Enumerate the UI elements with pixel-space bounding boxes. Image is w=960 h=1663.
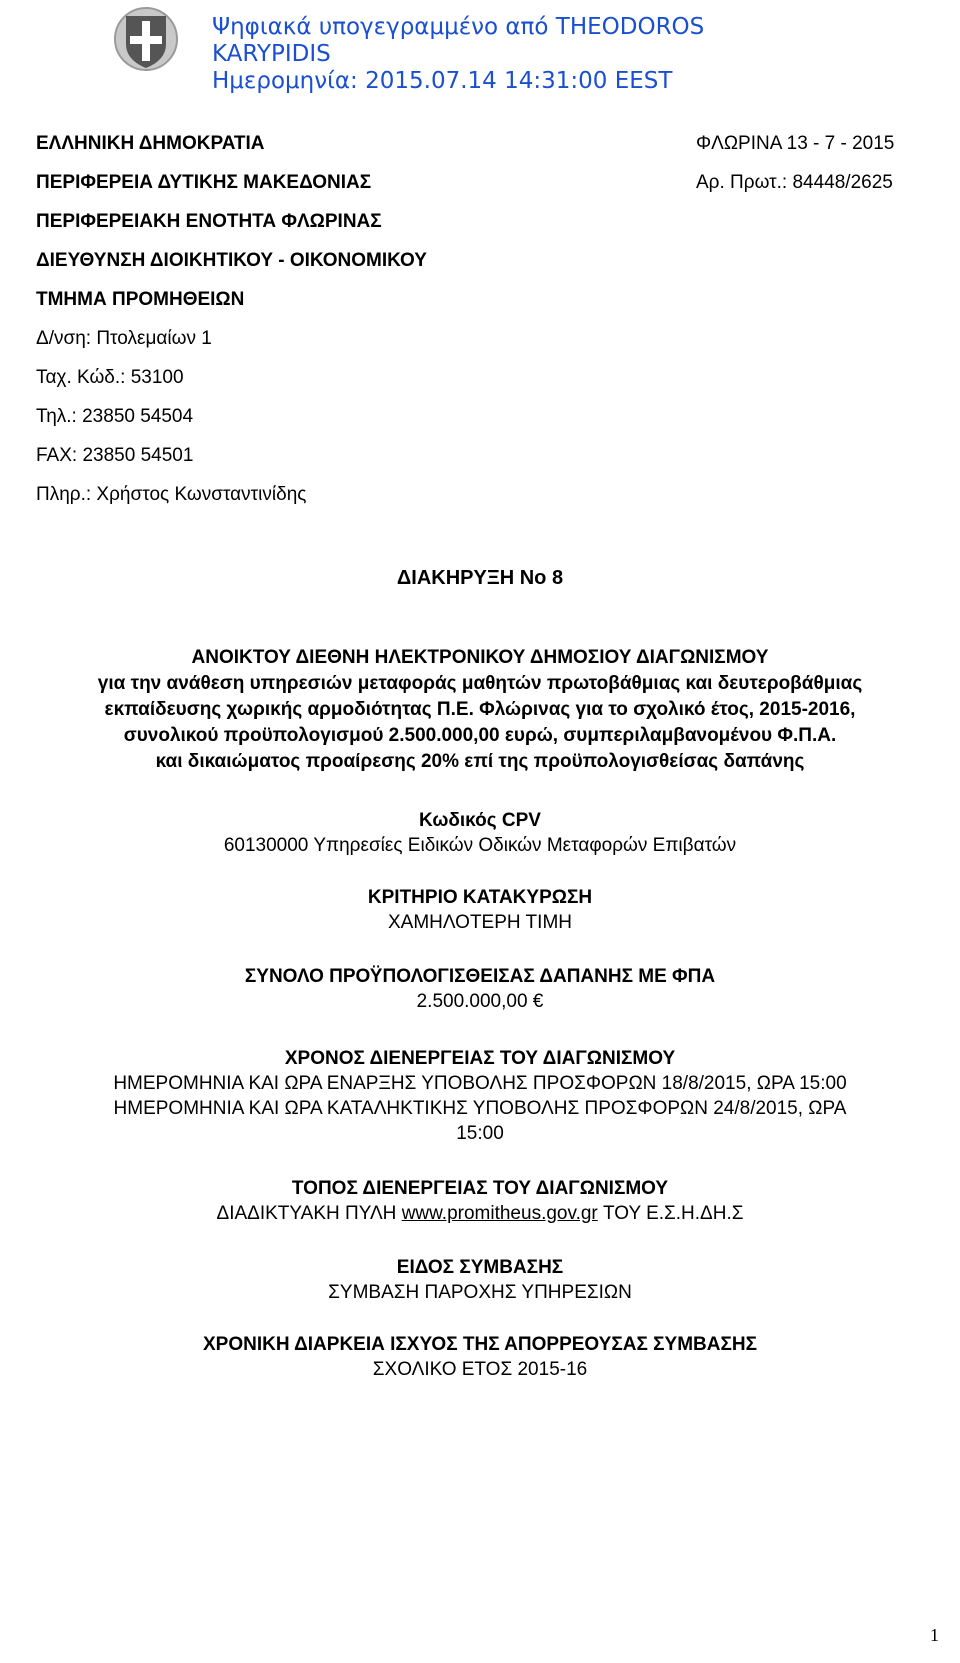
- address-line: Δ/νση: Πτολεμαίων 1: [36, 328, 212, 349]
- place-heading: ΤΟΠΟΣ ΔΙΕΝΕΡΓΕΙΑΣ ΤΟΥ ΔΙΑΓΩΝΙΣΜΟΥ: [291, 1178, 669, 1199]
- letterhead-line: ΠΕΡΙΦΕΡΕΙΑΚΗ ΕΝΟΤΗΤΑ ΦΛΩΡΙΝΑΣ: [36, 211, 382, 232]
- promitheus-link[interactable]: www.promitheus.gov.gr: [401, 1203, 598, 1224]
- page-number: 1: [930, 1625, 939, 1645]
- submission-deadline: ΗΜΕΡΟΜΗΝΙΑ ΚΑΙ ΩΡΑ ΚΑΤΑΛΗΚΤΙΚΗΣ ΥΠΟΒΟΛΗΣ ΠΡΟΣΦΟΡΩΝ 24/8/2015, ΩΡΑ: [113, 1098, 847, 1119]
- signature-line-1: Ψηφιακά υπογεγραμμένο από THEODOROS KARYPIDIS: [212, 14, 705, 67]
- duration-value: ΣΧΟΛΙΚΟ ΕΤΟΣ 2015-16: [372, 1359, 588, 1380]
- greek-emblem-icon: [102, 6, 190, 72]
- document-title: ΔΙΑΚΗΡΥΞΗ Νο 8: [396, 567, 564, 589]
- letterhead: [36, 124, 936, 514]
- signature-line-2: Ημερομηνία: 2015.07.14 14:31:00 EEST: [212, 68, 673, 94]
- protocol-number: Αρ. Πρωτ.: 84448/2625: [696, 172, 893, 193]
- place-value: ΔΙΑΔΙΚΤΥΑΚΗ ΠΥΛΗ www.promitheus.gov.gr ΤΟΥ Ε.Σ.Η.ΔΗ.Σ: [216, 1203, 744, 1224]
- criterion-heading: ΚΡΙΤΗΡΙΟ ΚΑΤΑΚΥΡΩΣΗ: [367, 887, 593, 908]
- letterhead-line: ΔΙΕΥΘΥΝΣΗ ΔΙΟΙΚΗΤΙΚΟΥ - ΟΙΚΟΝΟΜΙΚΟΥ: [36, 250, 427, 271]
- cpv-heading: Κωδικός CPV: [419, 810, 541, 831]
- phone-line: Τηλ.: 23850 54504: [36, 406, 194, 427]
- contract-type-value: ΣΥΜΒΑΣΗ ΠΑΡΟΧΗΣ ΥΠΗΡΕΣΙΩΝ: [328, 1282, 632, 1303]
- cpv-value: 60130000 Υπηρεσίες Ειδικών Οδικών Μεταφορών Επιβατών: [223, 835, 737, 856]
- letterhead-line: ΠΕΡΙΦΕΡΕΙΑ ΔΥΤΙΚΗΣ ΜΑΚΕΔΟΝΙΑΣ Αρ. Πρωτ.: 84448/2625: [36, 163, 936, 202]
- document-date: ΦΛΩΡΙΝΑ 13 - 7 - 2015: [696, 133, 895, 154]
- duration-section: [0, 1332, 960, 1382]
- digital-signature: [92, 6, 812, 94]
- submission-deadline-time: 15:00: [456, 1123, 504, 1144]
- budget-section: [0, 964, 960, 1014]
- submission-start: ΗΜΕΡΟΜΗΝΙΑ ΚΑΙ ΩΡΑ ΕΝΑΡΞΗΣ ΥΠΟΒΟΛΗΣ ΠΡΟΣΦΟΡΩΝ 18/8/2015, ΩΡΑ 15:00: [113, 1073, 847, 1094]
- timing-section: [0, 1046, 960, 1146]
- letterhead-line: ΕΛΛΗΝΙΚΗ ΔΗΜΟΚΡΑΤΙΑ ΦΛΩΡΙΝΑ 13 - 7 - 2015: [36, 124, 936, 163]
- tender-description: ΑΝΟΙΚΤΟΥ ΔΙΕΘΝΗ ΗΛΕΚΤΡΟΝΙΚΟΥ ΔΗΜΟΣΙΟΥ ΔΙΑΓΩΝΙΣΜΟΥ για την ανάθεση υπηρεσιών μεταφοράς μαθητών πρωτοβάθμιας και δευτεροβάθμιας εκπαίδευσης χωρικής αρμοδιότητας Π.Ε. Φλώρινας για το σχολικό έτος, 2015-2016, συνολικού προϋπολογισμού 2.500.000,00 ευρώ, συμπεριλαμβανομένου Φ.Π.Α. και δικαιώματος προαίρεσης 20% επί της προϋπολογισθείσας δαπάνης: [97, 647, 863, 772]
- criterion-section: [0, 885, 960, 935]
- contract-type-heading: ΕΙΔΟΣ ΣΥΜΒΑΣΗΣ: [396, 1257, 564, 1278]
- budget-value: 2.500.000,00 €: [416, 991, 544, 1012]
- letterhead-line: ΤΜΗΜΑ ΠΡΟΜΗΘΕΙΩΝ: [36, 289, 245, 310]
- place-section: [0, 1176, 960, 1226]
- fax-line: FAX: 23850 54501: [36, 445, 194, 466]
- duration-heading: ΧΡΟΝΙΚΗ ΔΙΑΡΚΕΙΑ ΙΣΧΥΟΣ ΤΗΣ ΑΠΟΡΡΕΟΥΣΑΣ ΣΥΜΒΑΣΗΣ: [202, 1334, 758, 1355]
- budget-heading: ΣΥΝΟΛΟ ΠΡΟΫΠΟΛΟΓΙΣΘΕΙΣΑΣ ΔΑΠΑΝΗΣ ΜΕ ΦΠΑ: [244, 966, 716, 987]
- contract-type-section: [0, 1255, 960, 1305]
- cpv-section: [0, 808, 960, 858]
- contact-person-line: Πληρ.: Χρήστος Κωνσταντινίδης: [36, 484, 307, 505]
- postal-code-line: Ταχ. Κώδ.: 53100: [36, 367, 184, 388]
- criterion-value: ΧΑΜΗΛΟΤΕΡΗ ΤΙΜΗ: [387, 912, 572, 933]
- timing-heading: ΧΡΟΝΟΣ ΔΙΕΝΕΡΓΕΙΑΣ ΤΟΥ ΔΙΑΓΩΝΙΣΜΟΥ: [284, 1048, 676, 1069]
